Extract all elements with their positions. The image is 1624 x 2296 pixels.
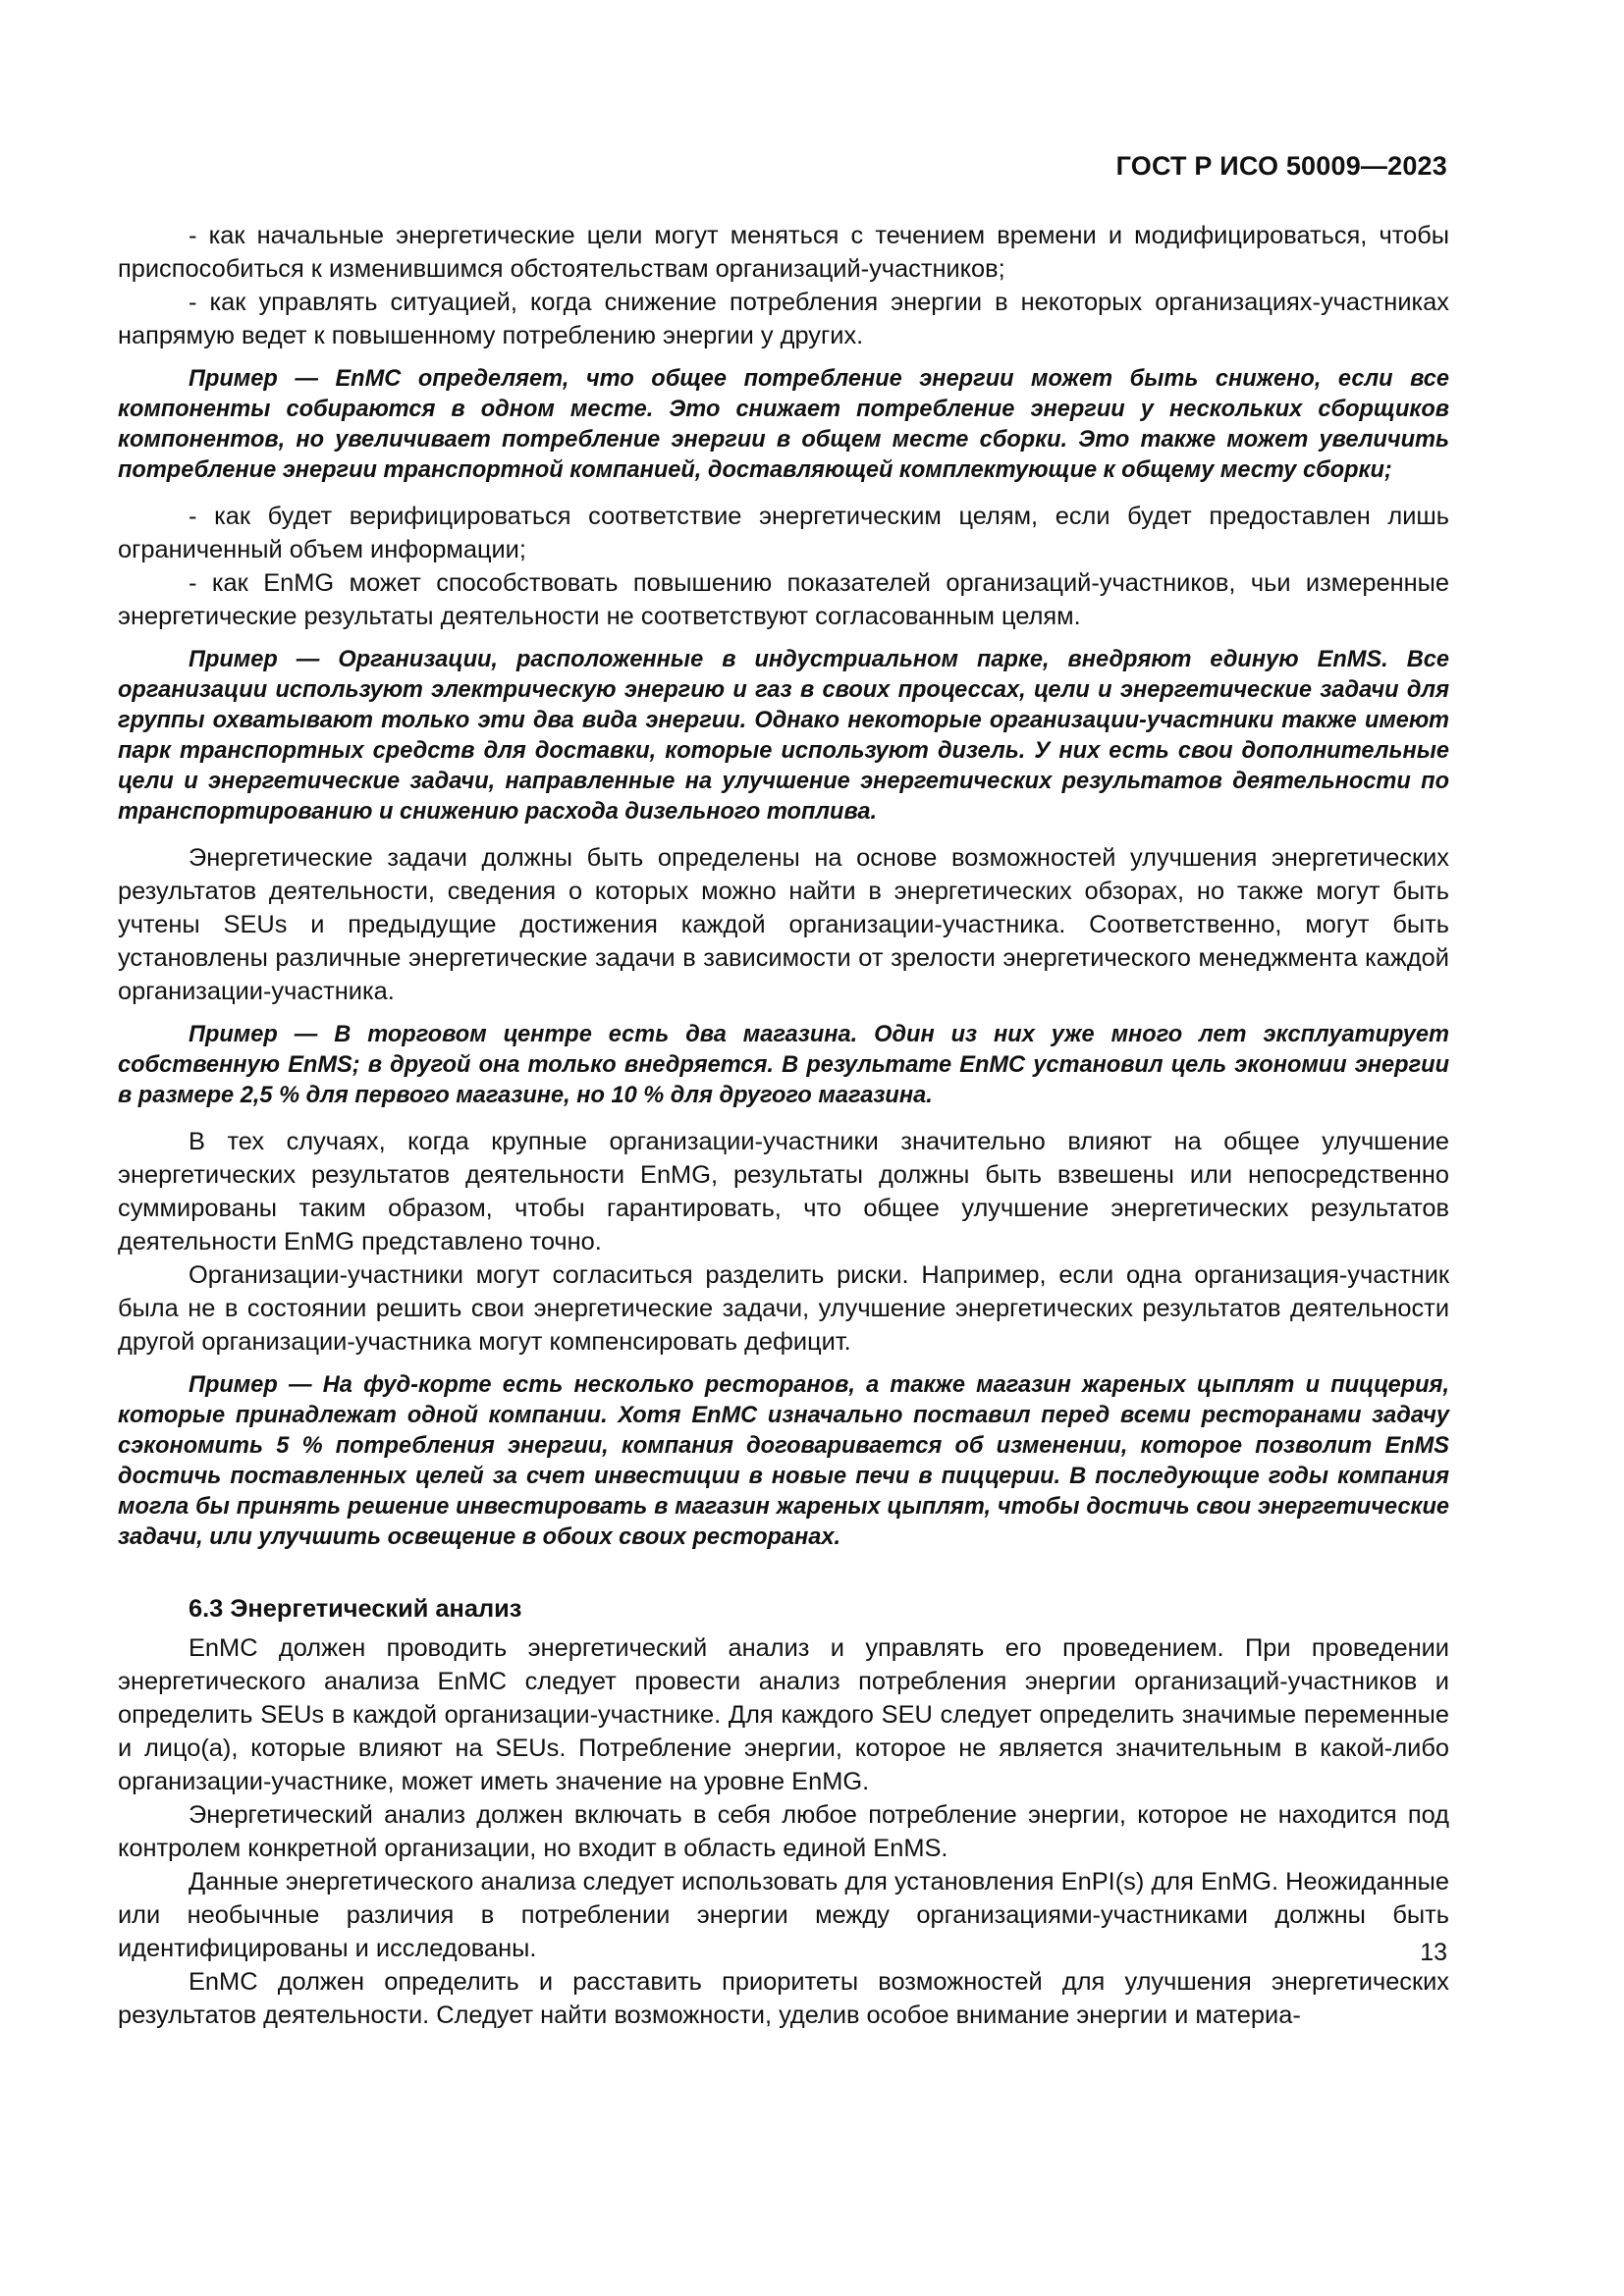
body-paragraph: Энергетические задачи должны быть определены на основе возможностей улучшения энергетических результатов деятельности, сведения о которых можно найти в энергетических обзорах, но также могут быть учтены SEUs и предыдущие достижения каждой организации-участника. Соответственно, могут быть установлены различные энергетические задачи в зависимости от зрелости энергетического менеджмента каждой организации-участника.	[118, 844, 1449, 1005]
section-heading: 6.3 Энергетический анализ	[189, 1595, 522, 1623]
list-item-paragraph: - как будет верифицироваться соответствие энергетическим целям, если будет предоставлен лишь ограниченный объем информации;	[118, 503, 1449, 563]
body-paragraph: Энергетический анализ должен включать в себя любое потребление энергии, которое не находится под контролем конкретной организации, но входит в область единой EnMS.	[118, 1801, 1449, 1862]
example-note: Пример — Организации, расположенные в индустриальном парке, внедряют единую EnMS. Все организации используют электрическую энергию и газ в своих процессах, цели и энергетические задачи для группы охватывают только эти два вида энергии. Однако некоторые организации-участники также имеют парк транспортных средств для доставки, которые используют дизель. У них есть свои дополнительные цели и энергетические задачи, направленные на улучшение энергетических результатов деятельности по транспортированию и снижению расхода дизельного топлива.	[118, 647, 1449, 825]
example-note: Пример — EnMC определяет, что общее потребление энергии может быть снижено, если все компоненты собираются в одном месте. Это снижает потребление энергии у нескольких сборщиков компонентов, но увеличивает потребление энергии в общем месте сборки. Это также может увеличить потребление энергии транспортной компанией, доставляющей комплектующие к общему месту сборки;	[118, 366, 1449, 483]
example-note: Пример — В торговом центре есть два магазина. Один из них уже много лет эксплуатирует собственную EnMS; в другой она только внедряется. В результате EnMC установил цель экономии энергии в размере 2,5 % для первого магазине, но 10 % для другого магазина.	[118, 1022, 1449, 1108]
body-paragraph: EnMC должен определить и расставить приоритеты возможностей для улучшения энергетических результатов деятельности. Следует найти возможности, уделив особое внимание энергии и материа-	[118, 1968, 1449, 2029]
body-paragraph: Организации-участники могут согласиться разделить риски. Например, если одна организация-участник была не в состоянии решить свои энергетические задачи, улучшение энергетических результатов деятельности другой организации-участника могут компенсировать дефицит.	[118, 1261, 1449, 1356]
list-item-paragraph: - как управлять ситуацией, когда снижение потребления энергии в некоторых организациях-участниках напрямую ведет к повышенному потреблению энергии у других.	[118, 289, 1449, 349]
example-note: Пример — На фуд-корте есть несколько ресторанов, а также магазин жареных цыплят и пиццерия, которые принадлежат одной компании. Хотя EnMC изначально поставил перед всеми ресторанами задачу сэкономить 5 % потребления энергии, компания договаривается об изменении, которое позволит EnMS достичь поставленных целей за счет инвестиции в новые печи в пиццерии. В последующие годы компания могла бы принять решение инвестировать в магазин жареных цыплят, чтобы достичь свои энергетические задачи, или улучшить освещение в обоих своих ресторанах.	[118, 1372, 1449, 1550]
standard-header: ГОСТ Р ИСО 50009—2023	[1115, 151, 1447, 181]
list-item-paragraph: - как начальные энергетические цели могут меняться с течением времени и модифицироваться, чтобы приспособиться к изменившимся обстоятельствам организаций-участников;	[118, 222, 1449, 283]
body-paragraph: EnMC должен проводить энергетический анализ и управлять его проведением. При проведении энергетического анализа EnMC следует провести анализ потребления энергии организаций-участников и определить SEUs в каждой организации-участнике. Для каждого SEU следует определить значимые переменные и лицо(а), которые влияют на SEUs. Потребление энергии, которое не является значительным в какой-либо организации-участнике, может иметь значение на уровне EnMG.	[118, 1634, 1449, 1795]
body-paragraph: В тех случаях, когда крупные организации-участники значительно влияют на общее улучшение энергетических результатов деятельности EnMG, результаты должны быть взвешены или непосредственно суммированы таким образом, чтобы гарантировать, что общее улучшение энергетических результатов деятельности EnMG представлено точно.	[118, 1128, 1449, 1255]
list-item-paragraph: - как EnMG может способствовать повышению показателей организаций-участников, чьи измеренные энергетические результаты деятельности не соответствуют согласованным целям.	[118, 569, 1449, 630]
body-paragraph: Данные энергетического анализа следует использовать для установления EnPI(s) для EnMG. Неожиданные или необычные различия в потреблении энергии между организациями-участниками должны быть идентифицированы и исследованы.	[118, 1868, 1449, 1962]
page-body	[118, 219, 1449, 2032]
page-number: 13	[1420, 1939, 1447, 1966]
